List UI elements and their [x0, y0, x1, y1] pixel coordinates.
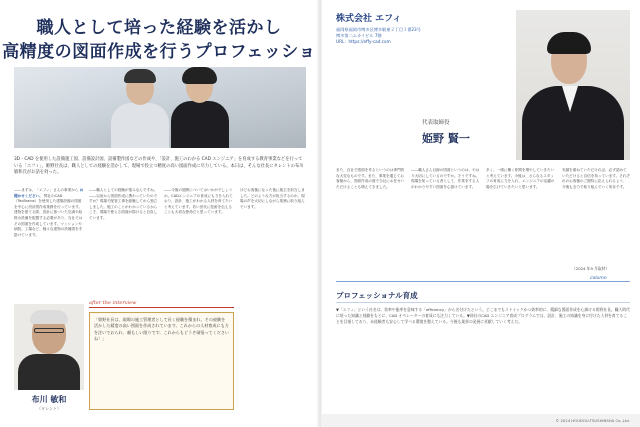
- copyright: © 2024 HOUDOU-TSUSHINSHA Co.,Ltd.: [555, 418, 630, 423]
- body-column-1-text: 弊社のCAD（TecBrains）を使用した建築設備の図面を中心に設計図作成業務を行っています。建物を建てる際、設計に基づいた空調や給排水設備を配置する必要があり、当社ではその図面を作成しています。マンションや病院、工場など、様々な建物の設備図を手掛けています。: [14, 193, 83, 237]
- talent-shirt: [18, 354, 80, 390]
- representative-name: 姫野 賢一: [422, 132, 470, 145]
- after-interview-quote: 「姫野社長は、現場の施工管理者として長く経験を積まれ、その経験を活かした精度の高い図面を作成されています。これからの人材育成にも力を注いでおられ、頼もしい限りです。これからもどうぞ頑張ってくださいね！」: [94, 317, 230, 342]
- headline-line-2: 高精度の図面作成を行うプロフェッショ: [2, 42, 316, 62]
- company-info: [336, 27, 506, 45]
- company-address-1: 福岡県福岡市博多区博多駅東２丁目１番23号: [336, 27, 421, 32]
- intro-body: 3D・CAD を使用した設備施工図、設備設計図、設備製作図などの作成や、「設計、施工のわかる CAD エンジニア」を育成する教育事業などを行っている「エフィ」。姫野社長は、職人としての経験を活かして、現場で役立つ精度の高い図面作成に尽力している。本日は、そんな社長にタレントの布川敏和氏がお話を伺った。: [14, 157, 304, 176]
- column-title-rule: [336, 302, 630, 303]
- right-page: [322, 0, 640, 427]
- hero-photo: [14, 67, 306, 148]
- column-body: ▼「エフィ」という社名は、効率や能率を意味する「efficiency」から名付けたという。どこまでもストイックかつ効率的に、精細な図面作成を心掛ける姫野社長。職人時代に培った知識と経験をもとに、CAD オペレーターの育成にも注力している。▼同社のCAD エンジニア育成プログラムでは、設計、施工の知識を身に付けた人材を育てることを目指しており、未経験者も安心して学べる環境を整えている。今後も業界の発展に貢献していく考えだ。: [336, 307, 630, 324]
- talent-hair: [30, 310, 68, 324]
- after-interview-title: after the interview: [89, 300, 137, 306]
- company-address-2: 博多第二ムカイビル 7階: [336, 33, 382, 38]
- hero-person-2-hair: [182, 67, 217, 84]
- after-interview-rule: [89, 307, 234, 308]
- talent-role: （タレント）: [37, 406, 61, 411]
- representative-caption: [422, 118, 507, 146]
- talent-name-box: [14, 394, 84, 412]
- intro-paragraph: [14, 157, 306, 177]
- representative-role: 代表取締役: [422, 120, 450, 126]
- body-column-3: ――今後の展開についてはいかがでしょうか。CADエンジニアの育成にも力を入れており、設計、施工がわかる人材を育てたいと考えています。若い世代に技術を伝えることも大切な使命だと思っています。: [164, 188, 233, 215]
- representative-photo: [516, 10, 630, 160]
- right-column-1: また、自社で図面を作るというのは専門的な大変なものです。また、事業を通じてお客様から、図面作成の面で当社にお任せいただけることも増えてきました。: [336, 168, 405, 189]
- hero-person-1-body: [111, 103, 169, 148]
- headline-line-1: 職人として培った経験を活かし: [36, 18, 282, 38]
- hero-person-1-hair: [124, 69, 156, 83]
- body-column-1: [14, 188, 84, 238]
- talent-name: 布川 敏和: [31, 394, 67, 404]
- talent-glasses: [34, 328, 64, 333]
- footer-bar: [322, 414, 640, 427]
- after-interview-quote-box: [89, 312, 234, 410]
- right-column-4: 実績を重ねていただければ、必ず認めていただけると自信を持っています。それぞれのお客様のご期待に応えられるよう、今後も全力で取り組んでいく所存です。: [562, 168, 630, 189]
- column-label: column: [590, 276, 607, 281]
- representative-hair: [547, 32, 591, 54]
- right-column-3: 多く、一緒に働く仲間を増やしていきたいと考えています。今後は、さらなるスタッフの育成に力を入れ、エンジニアの活躍の場を広げていきたいと思います。: [486, 168, 555, 189]
- body-column-4: ほどお客様になった後に施主を担当しました。どのような方が担当するのか、現場の声を大切にしながら業務に取り組んでいます。: [240, 188, 305, 209]
- left-page: [0, 0, 318, 427]
- hero-person-2-body: [171, 101, 229, 148]
- question-highlight: お聞かせください。: [14, 188, 84, 198]
- interview-date: （2024 年9 月取材）: [572, 266, 610, 271]
- body-column-2: ――職人としての経験が強みなんですね。――以前から図面作成に携わっていたのですか？現場で配管工事を経験してから独立しました。施工のことがわかっているからこそ、現場で使える図面が描けると自負しています。: [89, 188, 158, 220]
- question-lead: ――まずは、「エフィ」さんの事業から: [14, 188, 79, 192]
- right-column-2: ――職人さん目線の図面というのは、やはり大切にしているのですか。そうですね。現場を知っている者として、作業をする人がわかりやすい図面を心掛けています。: [411, 168, 480, 189]
- column-title: プロフェッショナル育成: [336, 291, 418, 300]
- company-url[interactable]: URL：https://effy-cad.com: [336, 39, 391, 44]
- column-rule: [336, 281, 630, 282]
- company-name: 株式会社 エフィ: [336, 14, 402, 24]
- talent-portrait: [14, 304, 84, 390]
